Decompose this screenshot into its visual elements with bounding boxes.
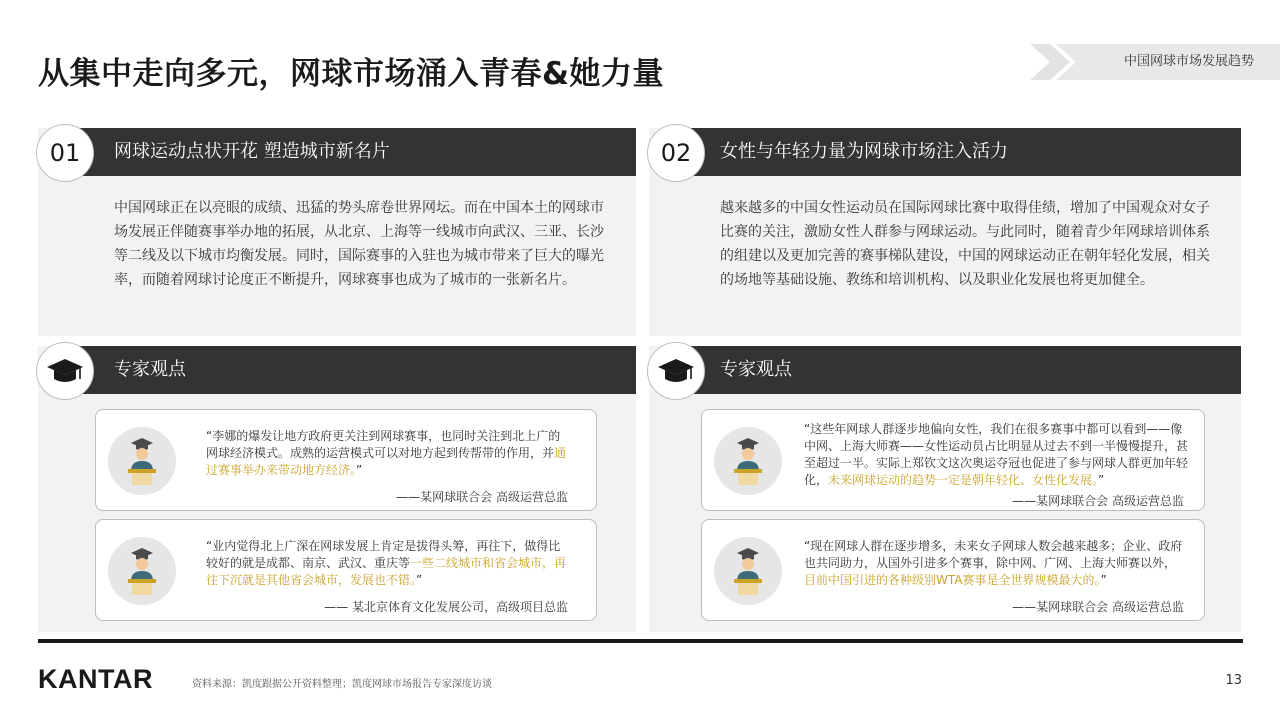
quote-body: “这些年网球人群逐步地偏向女性，我们在很多赛事中都可以看到——像中网、上海大师赛——女性运动员占比明显从过去不到一半慢慢提升，甚至超过一半。实际上郑钦文这次奥运夺冠也促进了参与网球人群更加年轻化， — [804, 422, 1189, 487]
quote-card — [701, 519, 1205, 621]
quote-attribution: ——某网球联合会 高级运营总监 — [396, 490, 568, 504]
kantar-logo: KANTAR — [38, 664, 153, 694]
section-tag-label: 中国网球市场发展趋势 — [1123, 54, 1254, 69]
quote-text — [206, 538, 572, 589]
quote-text — [804, 538, 1188, 589]
quote-body: “李娜的爆发让地方政府更关注到网球赛事，也同时关注到北上广的网球经济模式。成熟的运营模式可以对地方起到传帮带的作用，并 — [206, 429, 561, 460]
quote-highlight: 目前中国引进的各种级别WTA赛事是全世界规模最大的。 — [804, 573, 1101, 587]
quote-card — [95, 519, 597, 621]
source-note: 资料来源：凯度跟据公开资料整理；凯度网球市场报告专家深度访谈 — [192, 679, 492, 690]
expert-avatar — [108, 427, 176, 495]
expert-avatar — [714, 537, 782, 605]
section-2-body: 越来越多的中国女性运动员在国际网球比赛中取得佳绩，增加了中国观众对女子比赛的关注，激励女性人群参与网球运动。与此同时，随着青少年网球培训体系的组建以及更加完善的赛事梯队建设，中国的网球运动正在朝年轻化发展，相关的场地等基础设施、教练和培训机构、以及职业化发展也将更加健全。 — [720, 200, 1210, 288]
quote-attribution: —— 某北京体育文化发展公司，高级项目总监 — [324, 600, 568, 614]
footer-divider — [38, 639, 1243, 643]
graduation-cap-icon — [45, 355, 85, 387]
lecturer-icon — [714, 427, 782, 495]
section-1-expert-heading: 专家观点 — [114, 359, 186, 380]
page-title: 从集中走向多元，网球市场涌入青春&她力量 — [38, 56, 665, 92]
section-2-number-badge: 02 — [647, 124, 705, 182]
quote-close: ” — [356, 463, 363, 477]
quote-highlight: 一些二线城市和省会城市，再往下沉就是其他省会城市，发展也不错。 — [206, 556, 567, 587]
graduation-cap-icon — [656, 355, 696, 387]
quote-close: ” — [1100, 573, 1107, 587]
quote-attribution: ——某网球联合会 高级运营总监 — [1012, 494, 1184, 508]
lecturer-icon — [108, 427, 176, 495]
quote-close: ” — [416, 573, 423, 587]
page-number: 13 — [1225, 673, 1242, 688]
quote-close: ” — [1098, 473, 1105, 487]
quote-card — [701, 409, 1205, 511]
section-2-heading: 女性与年轻力量为网球市场注入活力 — [720, 141, 1008, 162]
quote-body: “业内觉得北上广深在网球发展上肯定是拔得头筹，再往下，做得比较好的就是成都、南京、武汉、重庆等 — [206, 539, 561, 570]
quote-card — [95, 409, 597, 511]
quote-highlight: 通过赛事举办来带动地方经济。 — [206, 446, 567, 477]
quote-body: “现在网球人群在逐步增多，未来女子网球人数会越来越多；企业、政府也共同助力，从国外引进多个赛事，除中网、广网、上海大师赛以外， — [804, 539, 1183, 570]
section-1-heading: 网球运动点状开花 塑造城市新名片 — [114, 141, 390, 162]
quote-highlight: 未来网球运动的趋势一定是朝年轻化、女性化发展。 — [828, 473, 1099, 487]
expert-avatar — [108, 537, 176, 605]
lecturer-icon — [108, 537, 176, 605]
section-2-expert-heading: 专家观点 — [720, 359, 792, 380]
expert-avatar — [714, 427, 782, 495]
quote-attribution: ——某网球联合会 高级运营总监 — [1012, 600, 1184, 614]
section-tag — [1030, 44, 1280, 80]
section-1-number-badge: 01 — [36, 124, 94, 182]
quote-text — [206, 428, 572, 479]
section-1-body: 中国网球正在以亮眼的成绩、迅猛的势头席卷世界网坛。而在中国本土的网球市场发展正伴随赛事举办地的拓展，从北京、上海等一线城市向武汉、三亚、长沙等二线及以下城市均衡发展。同时，国际赛事的入驻也为城市带来了巨大的曝光率，而随着网球讨论度正不断提升，网球赛事也成为了城市的一张新名片。 — [114, 200, 604, 288]
lecturer-icon — [714, 537, 782, 605]
section-1-expert-badge — [36, 342, 94, 400]
quote-text — [804, 421, 1188, 489]
section-2-expert-badge — [647, 342, 705, 400]
